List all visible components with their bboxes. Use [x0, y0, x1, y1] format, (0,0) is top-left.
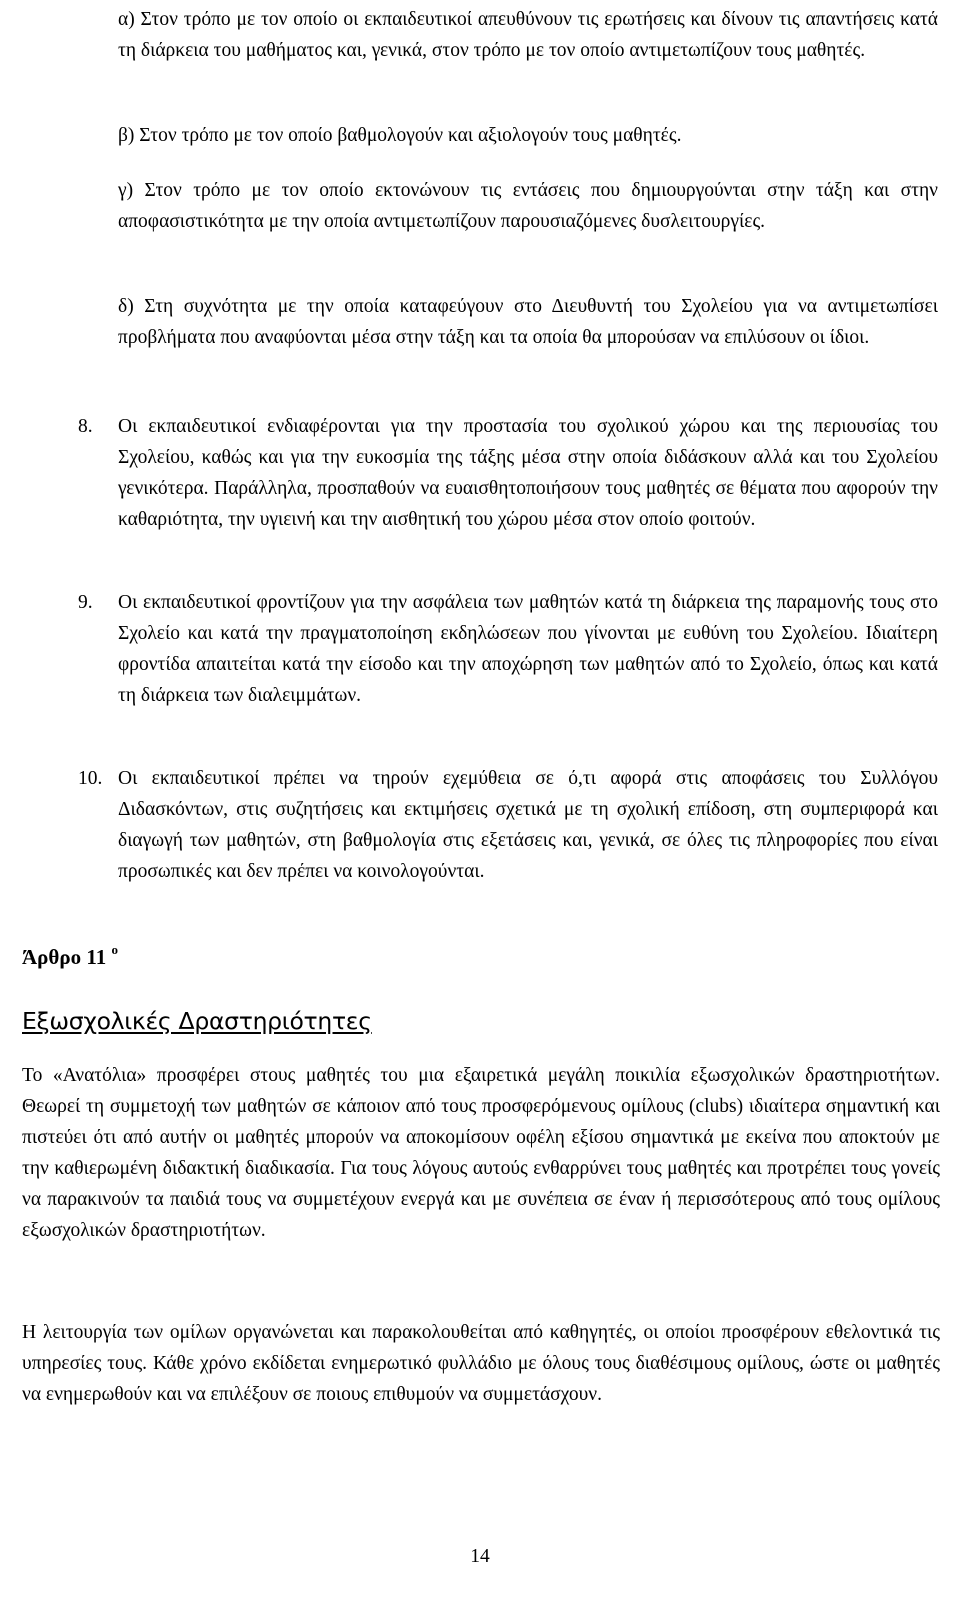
article-title-text: Άρθρο 11	[22, 945, 107, 969]
item-text: Οι εκπαιδευτικοί ενδιαφέρονται για την προστασία του σχολικού χώρου και της περιουσίας του Σχολείου, καθώς και για την ευκοσμία της τάξης μέσα στην οποία διδάσκουν αλλά και του Σχολείου γενικότερα. Παράλληλα, προσπαθούν να ευαισθητοποιήσουν τους μαθητές σε θέματα που αφορούν την καθαριότητα, την υγιεινή και την αισθητική του χώρου μέσα στον οποίο φοιτούν.	[118, 416, 938, 530]
article-title-superscript: ο	[111, 942, 118, 957]
section-title: Εξωσχολικές Δραστηριότητες	[22, 1007, 372, 1035]
item-number: 9.	[78, 592, 93, 613]
article-paragraph-2: Η λειτουργία των ομίλων οργανώνεται και παρακολουθείται από καθηγητές, οι οποίοι προσφέρουν εθελοντικά τις υπηρεσίες τους. Κάθε χρόνο εκδίδεται ενημερωτικό φυλλάδιο με όλους τους διαθέσιμους ομίλους, ώστε οι μαθητές να ενημερωθούν και να επιλέξουν σε ποιους επιθυμούν να συμμετάσχουν.	[22, 1322, 940, 1405]
item-text: Οι εκπαιδευτικοί φροντίζουν για την ασφάλεια των μαθητών κατά τη διάρκεια της παραμονής τους στο Σχολείο και κατά την πραγματοποίηση εκδηλώσεων που γίνονται με ευθύνη του Σχολείου. Ιδιαίτερη φροντίδα απαιτείται κατά την είσοδο και την αποχώρηση των μαθητών από το Σχολείο, όπως και κατά τη διάρκεια των διαλειμμάτων.	[118, 592, 938, 706]
item-text: Οι εκπαιδευτικοί πρέπει να τηρούν εχεμύθεια σε ό,τι αφορά στις αποφάσεις του Συλλόγου Διδασκόντων, στις συζητήσεις και εκτιμήσεις σχετικά με τη σχολική επίδοση, στη συμπεριφορά και διαγωγή των μαθητών, στη βαθμολογία στις εξετάσεις και, γενικά, σε όλες τις πληροφορίες που είναι προσωπικές και δεν πρέπει να κοινολογούνται.	[118, 768, 938, 882]
article-paragraph-1: Το «Ανατόλια» προσφέρει στους μαθητές του μια εξαιρετικά μεγάλη ποικιλία εξωσχολικών δραστηριοτήτων. Θεωρεί τη συμμετοχή των μαθητών σε κάποιον από τους προσφερόμενους ομίλους (clubs) ιδιαίτερα σημαντική και πιστεύει ότι από αυτήν οι μαθητές μπορούν να αποκομίσουν οφέλη εξίσου σημαντικά με εκείνα που αποκτούν με την καθιερωμένη διδακτική διαδικασία. Για τους λόγους αυτούς ενθαρρύνει τους μαθητές και προτρέπει τους γονείς να παρακινούν τα παιδιά τους να συμμετέχουν ενεργά και με συνέπεια σε έναν ή περισσότερους από τους ομίλους εξωσχολικών δραστηριοτήτων.	[22, 1065, 940, 1241]
page-number: 14	[470, 1546, 490, 1567]
item-number: 10.	[78, 768, 103, 789]
subitem-c: γ) Στον τρόπο με τον οποίο εκτονώνουν τις εντάσεις που δημιουργούνται στην τάξη και στην αποφασιστικότητα με την οποία αντιμετωπίζουν παρουσιαζόμενες δυσλειτουργίες.	[118, 180, 938, 232]
subitem-a: α) Στον τρόπο με τον οποίο οι εκπαιδευτικοί απευθύνουν τις ερωτήσεις και δίνουν τις απαντήσεις κατά τη διάρκεια του μαθήματος και, γενικά, στον τρόπο με τον οποίο αντιμετωπίζουν τους μαθητές.	[118, 9, 938, 61]
subitem-d: δ) Στη συχνότητα με την οποία καταφεύγουν στο Διευθυντή του Σχολείου για να αντιμετωπίσει προβλήματα που αναφύονται μέσα στην τάξη και τα οποία θα μπορούσαν να επιλύσουν οι ίδιοι.	[118, 296, 938, 348]
item-number: 8.	[78, 416, 93, 437]
article-title	[22, 942, 118, 972]
subitem-b: β) Στον τρόπο με τον οποίο βαθμολογούν και αξιολογούν τους μαθητές.	[118, 125, 682, 146]
